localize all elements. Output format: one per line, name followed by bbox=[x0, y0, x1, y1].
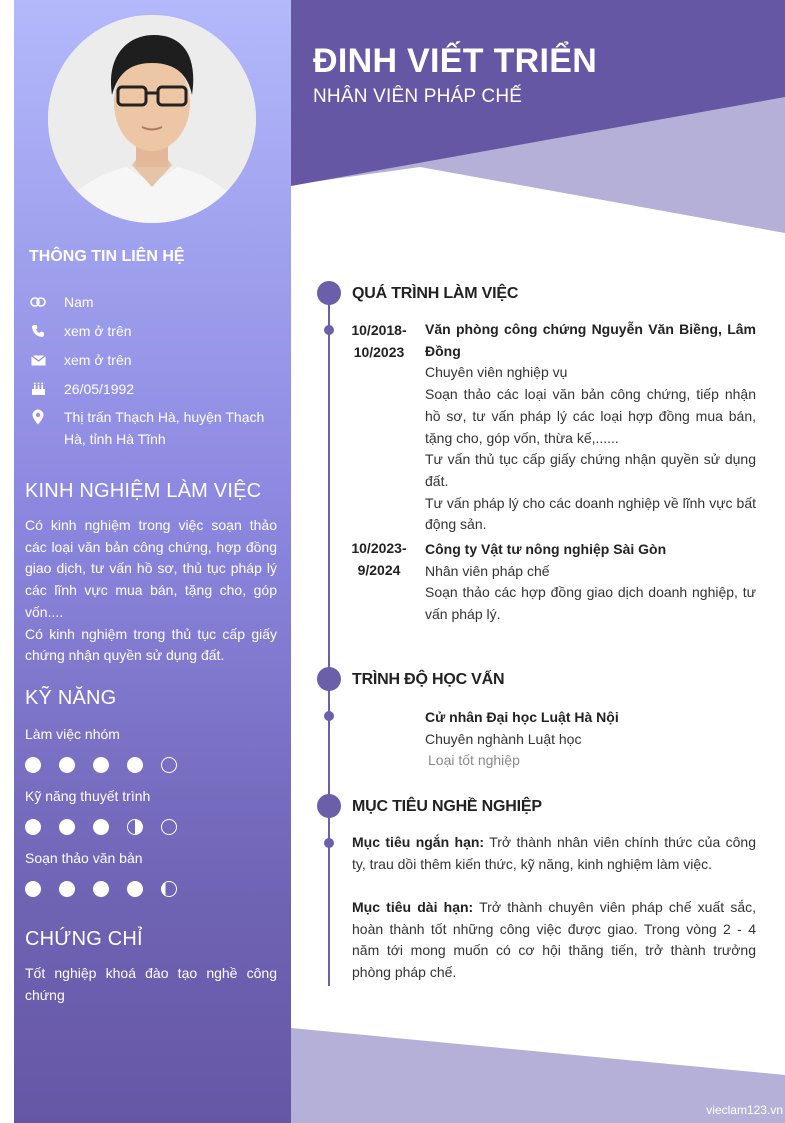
long-term-label: Mục tiêu dài hạn: bbox=[352, 899, 474, 915]
section-marker bbox=[317, 794, 341, 818]
job-period bbox=[344, 319, 414, 363]
rating-dot-filled bbox=[127, 881, 143, 897]
skill-name: Làm việc nhóm bbox=[25, 726, 120, 742]
contact-section-title: THÔNG TIN LIÊN HỆ bbox=[29, 248, 185, 265]
education-school: Cử nhân Đại học Luật Hà Nội bbox=[425, 709, 619, 725]
rating-dot-filled bbox=[93, 881, 109, 897]
skill-rating bbox=[25, 881, 177, 897]
job-position: Chuyên viên nghiệp vụ bbox=[425, 364, 568, 381]
email-icon bbox=[27, 349, 49, 371]
section-marker bbox=[317, 667, 341, 691]
education-title: TRÌNH ĐỘ HỌC VẤN bbox=[352, 671, 505, 688]
rating-dot-filled bbox=[93, 757, 109, 773]
job-period-end: 9/2024 bbox=[357, 562, 401, 578]
location-pin-icon bbox=[27, 406, 49, 428]
rating-dot-empty bbox=[161, 819, 177, 835]
job-period-start: 10/2023- bbox=[351, 540, 407, 556]
job-duty: Tư vấn pháp lý cho các doanh nghiệp về lĩnh vực bất động sản. bbox=[425, 494, 756, 533]
experience-summary-text bbox=[25, 515, 277, 667]
contact-birthday bbox=[27, 378, 279, 400]
rating-dot-filled bbox=[59, 881, 75, 897]
rating-dot-filled bbox=[127, 757, 143, 773]
education-entry bbox=[425, 707, 756, 772]
contact-email bbox=[27, 349, 279, 371]
rating-dot-filled bbox=[93, 819, 109, 835]
job-company: Công ty Vật tư nông nghiệp Sài Gòn bbox=[425, 541, 667, 557]
experience-summary-line: Có kinh nghiệm trong việc soạn thảo các loại văn bản công chứng, hợp đồng giao dịch, tư vấn hồ sơ, thủ tục pháp lý các lĩnh vực mua bán, tặng cho, góp vốn.... bbox=[25, 517, 277, 620]
rating-dot-empty bbox=[161, 757, 177, 773]
skill-rating bbox=[25, 819, 177, 835]
short-term-text: Trở thành nhân viên chính thức của công ty, trau dồi thêm kiến thức, kỹ năng, kinh nghiệm làm việc. bbox=[352, 834, 757, 872]
skill-name: Soạn thảo văn bản bbox=[25, 850, 143, 866]
short-term-label: Mục tiêu ngắn hạn: bbox=[352, 834, 485, 850]
job-period-start: 10/2018- bbox=[351, 322, 407, 338]
education-grade: Loại tốt nghiệp bbox=[428, 752, 520, 769]
contact-address-value: Thị trấn Thạch Hà, huyện Thạch Hà, tỉnh Hà Tĩnh bbox=[64, 409, 265, 447]
short-term-objective bbox=[352, 832, 756, 875]
contact-phone bbox=[27, 320, 279, 342]
left-page-margin bbox=[0, 0, 14, 1123]
experience-summary-title: KINH NGHIỆM LÀM VIỆC bbox=[25, 480, 262, 502]
sidebar bbox=[14, 0, 291, 1123]
rating-dot-partial bbox=[161, 881, 177, 897]
skill-name: Kỹ năng thuyết trình bbox=[25, 788, 151, 804]
contact-gender-value: Nam bbox=[64, 294, 94, 310]
candidate-name: ĐINH VIẾT TRIỂN bbox=[313, 42, 598, 80]
contact-email-value: xem ở trên bbox=[64, 352, 132, 368]
objectives-title: MỤC TIÊU NGHỀ NGHIỆP bbox=[352, 798, 542, 815]
education-major: Chuyên nghành Luật học bbox=[425, 730, 582, 747]
watermark: vieclam123.vn bbox=[706, 1103, 783, 1117]
work-history-title: QUÁ TRÌNH LÀM VIỆC bbox=[352, 285, 519, 302]
certificates-text: Tốt nghiệp khoá đào tạo nghề công chứng bbox=[25, 965, 277, 1003]
skills-title: KỸ NĂNG bbox=[25, 687, 117, 709]
birthday-cake-icon bbox=[27, 378, 49, 400]
phone-icon bbox=[27, 320, 49, 342]
section-marker bbox=[317, 281, 341, 305]
job-period bbox=[344, 537, 414, 581]
contact-gender bbox=[27, 291, 279, 313]
timeline-dot bbox=[324, 838, 334, 848]
job-entry bbox=[425, 539, 756, 626]
rating-dot-filled bbox=[25, 757, 41, 773]
job-period-end: 10/2023 bbox=[353, 344, 405, 360]
gender-icon bbox=[27, 291, 49, 313]
job-duty: Soạn thảo các loại văn bản công chứng, tiếp nhận hồ sơ, tư vấn pháp lý các loại hợp đồng mua bán, tặng cho, góp vốn, thừa kế,...... bbox=[425, 386, 756, 446]
avatar bbox=[48, 15, 256, 223]
rating-dot-filled bbox=[59, 819, 75, 835]
job-duty: Soạn thảo các hợp đồng giao dịch doanh nghiệp, tư vấn pháp lý. bbox=[425, 584, 756, 623]
contact-birthday-value: 26/05/1992 bbox=[64, 381, 135, 397]
experience-summary-line: Có kinh nghiệm trong thủ tục cấp giấy chứng nhận quyền sử dụng đất. bbox=[25, 625, 277, 664]
timeline-line bbox=[328, 294, 330, 986]
timeline-dot bbox=[324, 325, 334, 335]
rating-dot-filled bbox=[59, 757, 75, 773]
job-entry bbox=[425, 319, 756, 536]
profile-photo bbox=[48, 15, 256, 223]
contact-address bbox=[27, 406, 279, 450]
rating-dot-filled bbox=[25, 819, 41, 835]
certificates-title: CHỨNG CHỈ bbox=[25, 928, 143, 950]
long-term-text: Trở thành chuyên viên pháp chế xuất sắc, hoàn thành tốt những công việc được giao. Trong vòng 2 - 4 năm tới mong muốn có cơ hội thăng tiến, trở thành trưởng phòng pháp chế. bbox=[352, 899, 756, 981]
long-term-objective bbox=[352, 897, 756, 984]
rating-dot-half bbox=[127, 819, 143, 835]
job-position: Nhân viên pháp chế bbox=[425, 562, 550, 579]
rating-dot-filled bbox=[25, 881, 41, 897]
job-company: Văn phòng công chứng Nguyễn Văn Biềng, Lâm Đồng bbox=[425, 321, 756, 359]
contact-phone-value: xem ở trên bbox=[64, 323, 132, 339]
candidate-job-title: NHÂN VIÊN PHÁP CHẾ bbox=[313, 86, 523, 107]
job-duty: Tư vấn thủ tục cấp giấy chứng nhận quyền sử dụng đất. bbox=[425, 451, 756, 489]
timeline-dot bbox=[324, 711, 334, 721]
skill-rating bbox=[25, 757, 177, 773]
